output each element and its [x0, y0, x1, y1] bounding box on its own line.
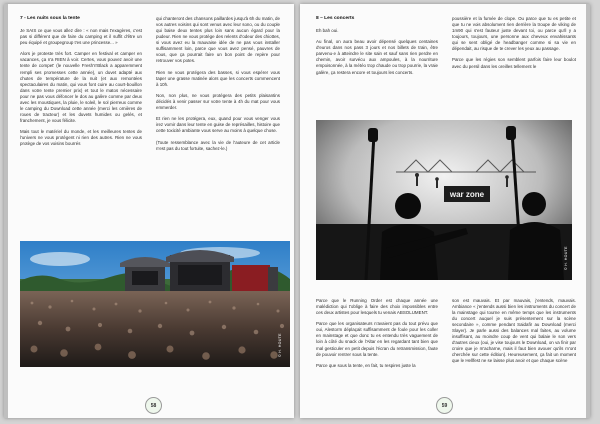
left-page: [4, 4, 294, 418]
page-number: 59: [436, 397, 453, 414]
paragraph: Au final, on aura beau avoir dépensé quelques centaines d'euros dans nos pass 3 jours et nos billets de train, être parvenu·e à atteindre le site sain et sauf sans rien perdre en chemin, avoir survécu aux ampoules, à la nourriture empoisonnée, à la météo trop chaude ou trop pourrie, la vraie galère, ça restera encore et toujours les concerts.: [316, 39, 438, 75]
section-heading-concerts: 8 – Les concerts: [316, 16, 355, 21]
paragraph: Rien ne vous protégera des basses, si vous espérer vous taper une grasse matinée alors que les concerts commencent à 10h.: [156, 69, 280, 87]
left-column-1: [20, 16, 142, 152]
photo-credit: © H. HOUTE: [278, 333, 282, 357]
paragraph: Et rien ne les protégera, eux, quand pour vous venger vous irez vomir dans leur tente en guise de représailles, histoire que cette toxicité ambiante vous serve au moins à quelque chose.: [156, 116, 280, 134]
right-column-1: [316, 16, 438, 81]
paragraph: Mais tout le matériel du monde, et les meilleures tentes de l'univers ne vous protègent ni rien des autres. Rien ne vous protège de vos voisins bourrés: [20, 129, 142, 147]
photo-credit: © H. HOUTE: [564, 246, 568, 270]
right-page: [300, 4, 590, 418]
paragraph: Parce que sous la tente, en fait, tu respires juste la: [316, 362, 416, 368]
left-column-2: [156, 16, 280, 157]
paragraph: Alors je proteste très fort. Camper en festival et camper en vacances, ça n'a RIEN à voir. Certes, vous pouvez avoir une tente de compet' (le nouvelle Fresh'n'Black a apparemment rempli ses promesses cette année), un duvet adapté aux chutes de température de la nuit (et aux remontées spectaculaires du matin, qui vous font cuire au court-bouillon dans votre tente premier prix) et tout le matos nécessaire pour ne pas vous défoncer le dos au galère comme par deux avec les moustiques, la pluie, le soleil, le sol pierreux comme le camping du Download cette année (merci les ornières de roues de tracteur) et les duvets humides ou gelés, et franchement, je vous félicite.: [20, 51, 142, 123]
right-column-3: [316, 298, 438, 374]
paragraph: son est mauvais. Et par mauvais, j'entends, mauvais. Ambiance « j'entends aussi bien les instruments du concert de la mainstage qui tourne en même temps que les instruments du concert auquel je suis présentement sur la scène secondaire », comme pendant Saidafir au Download (merci Slayer). Je parle aussi des balances mal faites, au volume insuffisant, au moindre coup de vent qui balaie le son vers d'autres cieux (oui, je vise toujours le Download, on va finir par croire que je m'acharne, mais il faut bien avouer qu'ils m'ont cherchée sur cette édition). Heureusement, ça fait un moment que le Hellfest ne se laisse plus avoir et que chaque scène: [452, 298, 576, 364]
paragraph: Eh bah oui.: [316, 28, 339, 34]
concert-stage-photo: [316, 120, 572, 280]
paragraph: Parce que les organisateurs n'avaient pas du tout prévu que oui, Alestorm déplaçait suffisamment de foule pour les coller en mainstage et que donc tu es entendu très vaguement de loin à côté du snack de l'Altar en les regardant tant bien que mal gesticuler en petit depuis l'écran du retransmission, faute de pouvoir rentrer sous la tente.: [316, 321, 438, 357]
paragraph: qui chanteront des chansons paillardes jusqu'à 6h du matin, de vos autres voisins qui sont venus avec leur sono, ou du couple qui baise deux tentes plus loin sans aucun égard pour la pudeur. Rien ne vous protège des relents d'odeur des chiottes, si vous avez eu la mauvaise idée de ne pas vous installer suffisamment loin, parce que vous avez pensé, pauvres de vous, que ça pourrait faire un bon point de repère pour retrouver vos potes.: [156, 16, 280, 64]
paragraph: Je SAIS ce que vous allez dire : « non mais t'exagères, c'est pas si différent que de faire du camping et il suffit d'être un peu équipé et groupegroup t'es une princesse... »: [20, 28, 142, 46]
paragraph: Parce que les régies son semblent parfois faire leur boulot avec du persil dans les oreilles tellement le: [452, 57, 576, 69]
festival-crowd-photo: [20, 241, 290, 367]
section-heading-tents: 7 - Les nuits sous la tente: [20, 16, 80, 21]
paragraph: Non, non plus, ne vous protégera des petits plaisantins décidés à venir passer sur votre tente à 4h du mat pour vous emmerder.: [156, 92, 280, 110]
stage-sign-text: war zone: [449, 190, 485, 199]
page-number: 58: [145, 397, 162, 414]
right-column-4: [452, 298, 576, 370]
paragraph: (Toute ressemblance avec la vie de l'auteure de cet article n'est pas du tout fortuite, sachez-le.): [156, 139, 280, 151]
right-column-2: [452, 16, 576, 75]
paragraph: Parce que le Running Order est chaque année une malédiction qui t'oblige à faire des choix impossibles entre ces deux artistes pour lesquels tu venais ABSOLUMENT.: [316, 298, 438, 316]
paragraph: poussière et la fumée de clope. Ou parce que tu es petite et que tu ne vois absolument rien derrière la troupe de viking de 1m90 qui s'est fauteur juste devant toi, ou parce qu'il y a toujours, toujours, une personne aux cheveux envahissants qui se sent obligé de headbanger comme si sa vie en dépendait, au risque de te crever les yeux au passage.: [452, 16, 576, 52]
